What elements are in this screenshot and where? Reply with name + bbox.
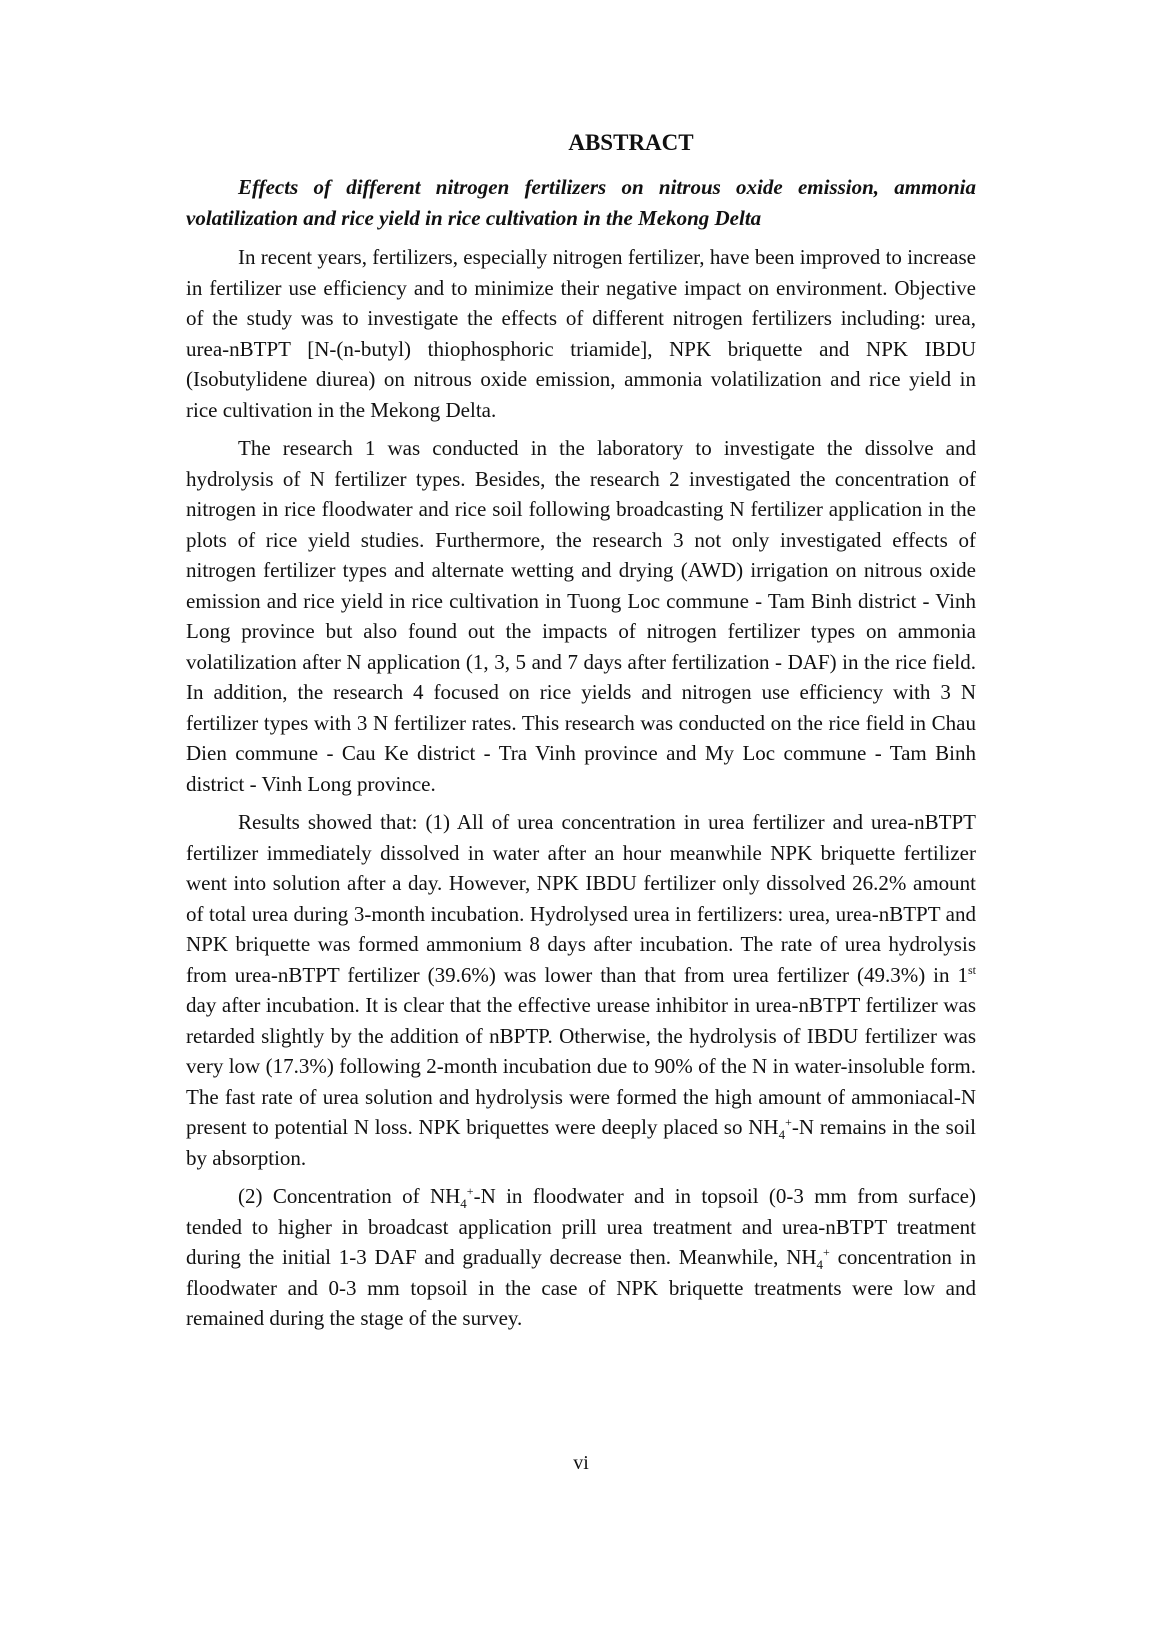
paragraph-introduction: In recent years, fertilizers, especially nitrogen fertilizer, have been improved to increase in fertilizer use efficiency and to minimize their negative impact on environment. Objective of the study was to investigate the effects of different nitrogen fertilizers including: urea, urea-nBTPT [N-(n-butyl) thiophosphoric triamide], NPK briquette and NPK IBDU (Isobutylidene diurea) on nitrous oxide emission, ammonia volatilization and rice yield in rice cultivation in the Mekong Delta. bbox=[186, 245, 976, 422]
superscript: st bbox=[967, 962, 976, 977]
superscript: + bbox=[785, 1115, 792, 1129]
paragraph-research-design: The research 1 was conducted in the laboratory to investigate the dissolve and hydrolysis of N fertilizer types. Besides, the research 2 investigated the concentration of nitrogen in rice floodwater and rice soil following broadcasting N fertilizer application in the plots of rice yield studies. Furthermore, the research 3 not only investigated effects of nitrogen fertilizer types and alternate wetting and drying (AWD) irrigation on nitrous oxide emission and rice yield in rice cultivation in Tuong Loc commune - Tam Binh district - Vinh Long province but also found out the impacts of nitrogen fertilizer types on ammonia volatilization after N application (1, 3, 5 and 7 days after fertilization - DAF) in the rice field. In addition, the research 4 focused on rice yields and nitrogen use efficiency with 3 N fertilizer types with 3 N fertilizer rates. This research was conducted on the rice field in Chau Dien commune - Cau Ke district - Tra Vinh province and My Loc commune - Tam Binh district - Vinh Long province. bbox=[186, 436, 976, 796]
text-run: concentration in floodwater and 0-3 mm topsoil in the case of NPK briquette treatments were low and remained during the stage of the survey. bbox=[186, 1245, 976, 1330]
abstract-section bbox=[186, 126, 976, 1342]
subscript: 4 bbox=[460, 1196, 467, 1212]
superscript: + bbox=[466, 1184, 474, 1198]
page-number: vi bbox=[573, 1452, 589, 1474]
paragraph-results-1 bbox=[186, 807, 976, 1173]
subscript: 4 bbox=[778, 1127, 786, 1143]
subscript: 4 bbox=[816, 1257, 824, 1273]
superscript: + bbox=[823, 1245, 830, 1259]
thesis-title: Effects of different nitrogen fertilizers on nitrous oxide emission, ammonia volatilization and rice yield in rice cultivation in the Mekong Delta bbox=[186, 175, 976, 230]
paragraph-results-2 bbox=[186, 1181, 976, 1334]
abstract-heading: ABSTRACT bbox=[568, 130, 694, 155]
text-run: day after incubation. It is clear that the effective urease inhibitor in urea-nBTPT fertilizer was retarded slightly by the addition of nBPTP. Otherwise, the hydrolysis of IBDU fertilizer was very low (17.3%) following 2-month incubation due to 90% of the N in water-insoluble form. The fast rate of urea solution and hydrolysis were formed the high amount of ammoniacal-N present to potential N loss. NPK briquettes were deeply placed so NH bbox=[186, 993, 976, 1139]
text-run: Results showed that: (1) All of urea concentration in urea fertilizer and urea-nBTPT fertilizer immediately dissolved in water after an hour meanwhile NPK briquette fertilizer went into solution after a day. However, NPK IBDU fertilizer only dissolved 26.2% amount of total urea during 3-month incubation. Hydrolysed urea in fertilizers: urea, urea-nBTPT and NPK briquette was formed ammonium 8 days after incubation. The rate of urea hydrolysis from urea-nBTPT fertilizer (39.6%) was lower than that from urea fertilizer (49.3%) in 1 bbox=[186, 810, 976, 987]
text-run: -N in floodwater and in topsoil (0-3 mm from surface) tended to higher in broadcast application prill urea treatment and urea-nBTPT treatment during the initial 1-3 DAF and gradually decrease then. Meanwhile, NH bbox=[186, 1184, 976, 1269]
text-run: (2) Concentration of NH bbox=[238, 1184, 461, 1208]
text-run: -N remains in the soil by absorption. bbox=[186, 1115, 977, 1170]
